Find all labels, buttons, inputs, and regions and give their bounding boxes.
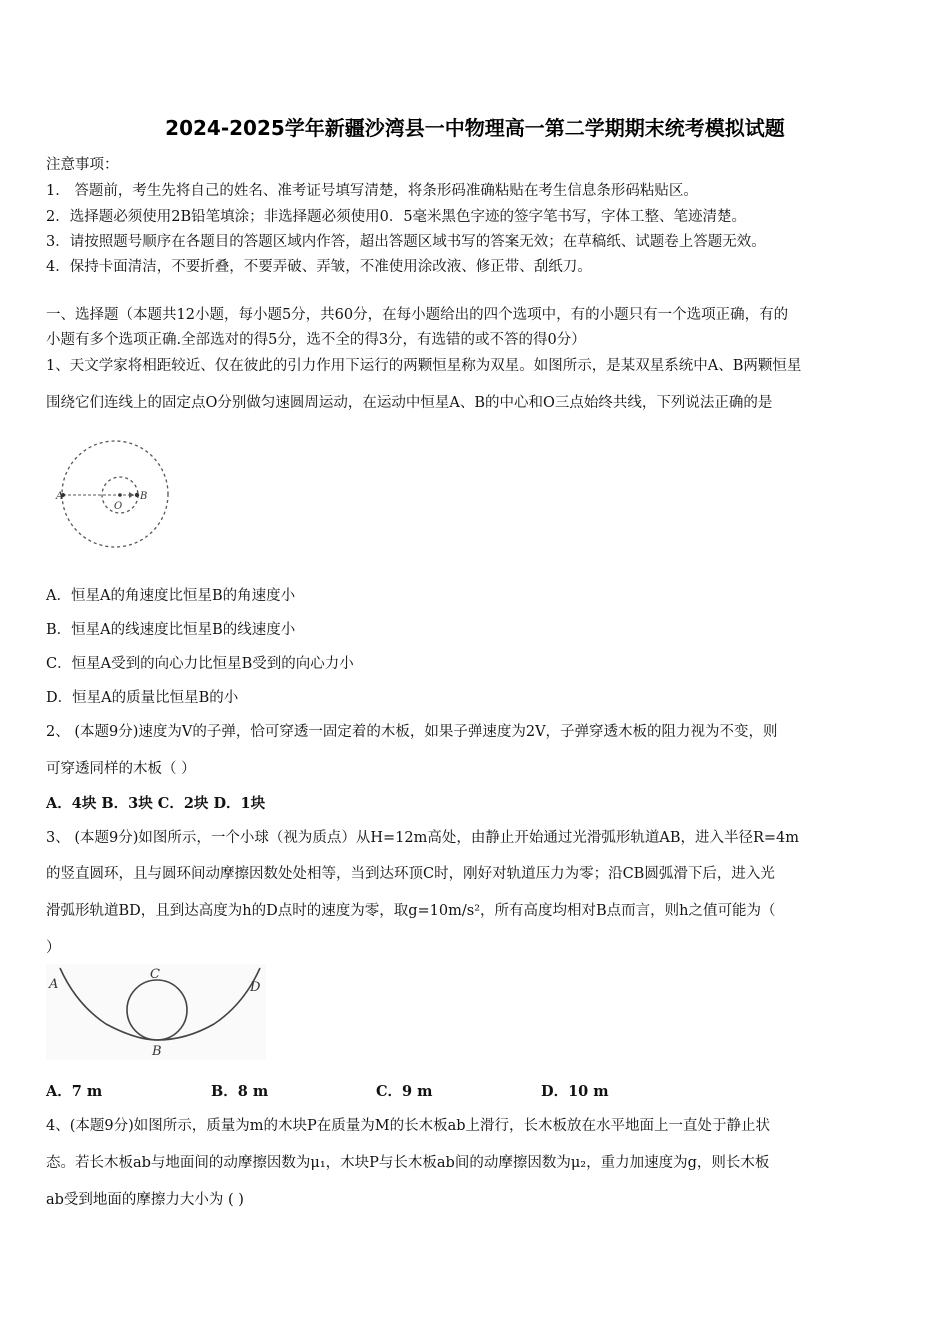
q3-stem-line-3: 滑弧形轨道BD，且到达高度为h的D点时的速度为零，取g=10m/s²，所有高度均相对B点而言，则h之值可能为（	[46, 903, 776, 919]
arrow-head	[129, 492, 134, 498]
q1-stem-line-2: 围绕它们连线上的固定点O分别做匀速圆周运动，在运动中恒星A、B的中心和O三点始终共线，下列说法正确的是	[46, 395, 773, 411]
q2-stem-line-2: 可穿透同样的木板（ ）	[46, 761, 196, 777]
center-point	[118, 493, 122, 497]
notice-item-2: 2．选择题必须使用2B铅笔填涂；非选择题必须使用0．5毫米黑色字迹的签字笔书写，字体工整、笔迹清楚。	[46, 209, 747, 225]
loop-track-diagram	[46, 964, 266, 1060]
binary-star-diagram	[50, 430, 180, 560]
notice-item-3: 3．请按照题号顺序在各题目的答题区域内作答，超出答题区域书写的答案无效；在草稿纸、试题卷上答题无效。	[46, 234, 766, 250]
label-a: A	[56, 491, 64, 502]
q3-option-c: C．9 m	[376, 1083, 433, 1100]
page-title: 2024-2025学年新疆沙湾县一中物理高一第二学期期末统考模拟试题	[165, 116, 785, 140]
section-heading-line-2: 小题有多个选项正确.全部选对的得5分，选不全的得3分，有选错的或不答的得0分）	[46, 332, 586, 348]
label-d: D	[250, 980, 261, 995]
q4-stem-line-2: 态。若长木板ab与地面间的动摩擦因数为μ₁，木块P与长木板ab间的动摩擦因数为μ₂，重力加速度为g，则长木板	[46, 1155, 770, 1171]
q3-stem-line-4: ）	[46, 940, 61, 956]
q3-option-a: A．7 m	[46, 1083, 103, 1100]
q3-stem-line-1: 3、 (本题9分)如图所示，一个小球（视为质点）从H=12m高处，由静止开始通过光滑弧形轨道AB，进入半径R=4m	[46, 830, 800, 846]
q4-stem-line-1: 4、(本题9分)如图所示，质量为m的木块P在质量为M的长木板ab上滑行，长木板放在水平地面上一直处于静止状	[46, 1118, 771, 1134]
q3-option-b: B．8 m	[211, 1083, 269, 1100]
star-b-dot	[135, 493, 139, 497]
q4-stem-line-3: ab受到地面的摩擦力大小为 ( )	[46, 1192, 244, 1208]
label-a: A	[49, 977, 59, 992]
notice-item-1: 1． 答题前，考生先将自己的姓名、准考证号填写清楚，将条形码准确粘贴在考生信息条形码粘贴区。	[46, 183, 698, 199]
label-b: B	[140, 491, 148, 502]
q2-stem-line-1: 2、 (本题9分)速度为V的子弹，恰可穿透一固定着的木板，如果子弹速度为2V，子弹穿透木板的阻力视为不变，则	[46, 724, 778, 740]
q1-stem-line-1: 1、天文学家将相距较近、仅在彼此的引力作用下运行的两颗恒星称为双星。如图所示，是某双星系统中A、B两颗恒星	[46, 358, 802, 374]
q2-options: A．4块 B．3块 C．2块 D．1块	[46, 795, 266, 812]
q3-stem-line-2: 的竖直圆环，且与圆环间动摩擦因数处处相等，当到达环顶C时，刚好对轨道压力为零；沿CB圆弧滑下后，进入光	[46, 866, 775, 882]
orbit-a-circle	[62, 441, 168, 547]
label-b: B	[152, 1044, 162, 1059]
notice-item-4: 4．保持卡面清洁，不要折叠，不要弄破、弄皱，不准使用涂改液、修正带、刮纸刀。	[46, 259, 592, 275]
notice-heading: 注意事项：	[46, 157, 119, 173]
label-o: O	[114, 501, 123, 512]
section-heading-line-1: 一、选择题（本题共12小题，每小题5分，共60分，在每小题给出的四个选项中，有的小题只有一个选项正确，有的	[46, 307, 789, 323]
q1-option-b: B．恒星A的线速度比恒星B的线速度小	[46, 622, 296, 638]
q1-option-d: D．恒星A的质量比恒星B的小	[46, 690, 239, 706]
q1-option-c: C．恒星A受到的向心力比恒星B受到的向心力小	[46, 656, 354, 672]
label-c: C	[150, 967, 160, 982]
q1-option-a: A．恒星A的角速度比恒星B的角速度小	[46, 588, 296, 604]
q3-option-d: D．10 m	[541, 1083, 609, 1100]
